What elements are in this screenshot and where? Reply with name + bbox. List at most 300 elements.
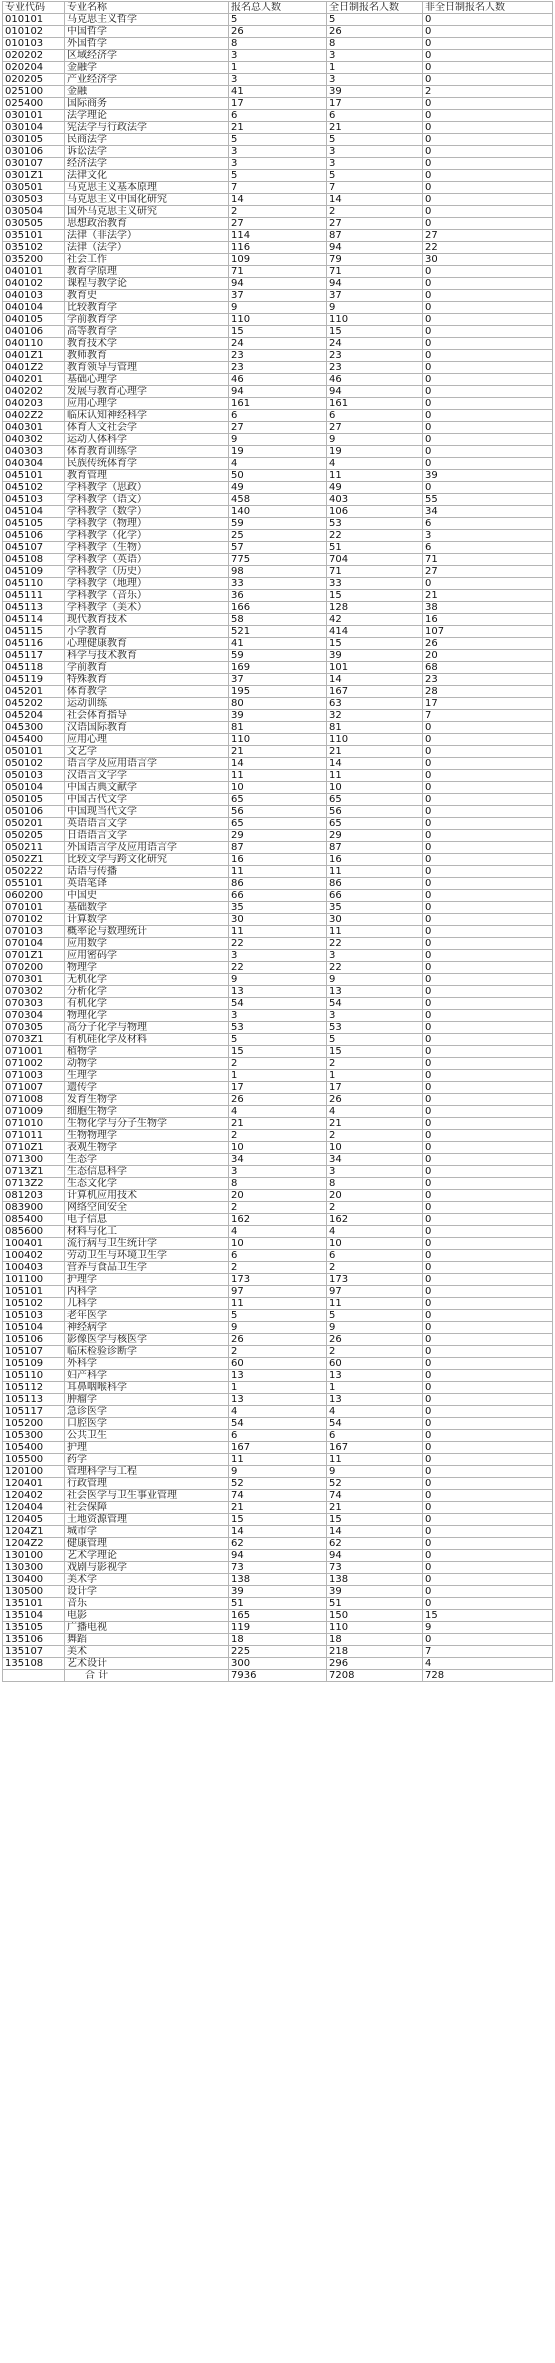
- table-row: [3, 1286, 553, 1298]
- cell-fulltime: 34: [327, 1154, 423, 1166]
- cell-parttime: 0: [423, 398, 553, 410]
- cell-name: 应用心理: [65, 734, 229, 746]
- cell-name: 学科教学（数学）: [65, 506, 229, 518]
- table-row: [3, 1226, 553, 1238]
- table-row: [3, 1178, 553, 1190]
- table-row: [3, 770, 553, 782]
- table-row: [3, 602, 553, 614]
- table-row: [3, 1526, 553, 1538]
- cell-code: 105113: [3, 1394, 65, 1406]
- cell-code: 105109: [3, 1358, 65, 1370]
- cell-total: 23: [229, 362, 327, 374]
- cell-fulltime: 414: [327, 626, 423, 638]
- table-row: [3, 1046, 553, 1058]
- cell-fulltime: 56: [327, 806, 423, 818]
- cell-total: 59: [229, 650, 327, 662]
- cell-total: 1: [229, 1382, 327, 1394]
- cell-parttime: 27: [423, 566, 553, 578]
- cell-name: 妇产科学: [65, 1370, 229, 1382]
- table-row: [3, 314, 553, 326]
- table-row: [3, 410, 553, 422]
- table-row: [3, 386, 553, 398]
- cell-fulltime: 15: [327, 590, 423, 602]
- cell-code: 070101: [3, 902, 65, 914]
- cell-code: 070102: [3, 914, 65, 926]
- cell-code: 0401Z1: [3, 350, 65, 362]
- cell-name: 现代教育技术: [65, 614, 229, 626]
- cell-parttime: 38: [423, 602, 553, 614]
- cell-fulltime: 9: [327, 974, 423, 986]
- table-row: [3, 914, 553, 926]
- cell-code: 040302: [3, 434, 65, 446]
- cell-fulltime: 29: [327, 830, 423, 842]
- cell-parttime: 30: [423, 254, 553, 266]
- cell-name: 英语笔译: [65, 878, 229, 890]
- cell-name: 影像医学与核医学: [65, 1334, 229, 1346]
- cell-code: 085400: [3, 1214, 65, 1226]
- table-row: [3, 1154, 553, 1166]
- cell-total: 54: [229, 998, 327, 1010]
- cell-name: 英语语言文学: [65, 818, 229, 830]
- cell-name: 无机化学: [65, 974, 229, 986]
- cell-name: 行政管理: [65, 1478, 229, 1490]
- cell-code: 040304: [3, 458, 65, 470]
- cell-code: 085600: [3, 1226, 65, 1238]
- cell-total: 58: [229, 614, 327, 626]
- cell-parttime: 0: [423, 938, 553, 950]
- cell-name: 区域经济学: [65, 50, 229, 62]
- cell-code: 030107: [3, 158, 65, 170]
- cell-total: 21: [229, 746, 327, 758]
- cell-parttime: 6: [423, 518, 553, 530]
- cell-fulltime: 9: [327, 434, 423, 446]
- cell-fulltime: 87: [327, 230, 423, 242]
- cell-fulltime: 30: [327, 914, 423, 926]
- cell-parttime: 17: [423, 698, 553, 710]
- cell-fulltime: 14: [327, 674, 423, 686]
- cell-fulltime: 150: [327, 1610, 423, 1622]
- cell-fulltime: 13: [327, 1370, 423, 1382]
- cell-fulltime: 54: [327, 998, 423, 1010]
- cell-name: 学科教学（英语）: [65, 554, 229, 566]
- table-row: [3, 638, 553, 650]
- total-empty: [3, 1670, 65, 1682]
- cell-total: 80: [229, 698, 327, 710]
- cell-parttime: 0: [423, 1310, 553, 1322]
- cell-fulltime: 26: [327, 1094, 423, 1106]
- cell-total: 26: [229, 1094, 327, 1106]
- cell-parttime: 0: [423, 266, 553, 278]
- cell-total: 138: [229, 1574, 327, 1586]
- cell-name: 生态信息科学: [65, 1166, 229, 1178]
- table-row: [3, 1202, 553, 1214]
- table-row: [3, 218, 553, 230]
- cell-code: 071300: [3, 1154, 65, 1166]
- table-row: [3, 158, 553, 170]
- cell-code: 120405: [3, 1514, 65, 1526]
- cell-code: 070103: [3, 926, 65, 938]
- cell-fulltime: 11: [327, 1454, 423, 1466]
- cell-code: 045202: [3, 698, 65, 710]
- cell-name: 法律文化: [65, 170, 229, 182]
- cell-total: 97: [229, 1286, 327, 1298]
- cell-total: 41: [229, 638, 327, 650]
- cell-fulltime: 94: [327, 1550, 423, 1562]
- cell-total: 37: [229, 290, 327, 302]
- cell-name: 高等教育学: [65, 326, 229, 338]
- table-row: [3, 1370, 553, 1382]
- cell-parttime: 0: [423, 1106, 553, 1118]
- cell-parttime: 0: [423, 878, 553, 890]
- cell-total: 7: [229, 182, 327, 194]
- table-row: [3, 830, 553, 842]
- cell-parttime: 0: [423, 1562, 553, 1574]
- cell-name: 民商法学: [65, 134, 229, 146]
- cell-parttime: 0: [423, 1058, 553, 1070]
- cell-parttime: 0: [423, 1142, 553, 1154]
- cell-parttime: 0: [423, 1514, 553, 1526]
- cell-name: 表观生物学: [65, 1142, 229, 1154]
- cell-code: 105112: [3, 1382, 65, 1394]
- cell-parttime: 55: [423, 494, 553, 506]
- cell-parttime: 0: [423, 962, 553, 974]
- table-row: [3, 1322, 553, 1334]
- cell-code: 070104: [3, 938, 65, 950]
- table-row: [3, 398, 553, 410]
- cell-fulltime: 5: [327, 170, 423, 182]
- cell-fulltime: 2: [327, 206, 423, 218]
- cell-fulltime: 6: [327, 1430, 423, 1442]
- cell-name: 产业经济学: [65, 74, 229, 86]
- cell-fulltime: 46: [327, 374, 423, 386]
- cell-total: 54: [229, 1418, 327, 1430]
- cell-fulltime: 39: [327, 1586, 423, 1598]
- cell-code: 100402: [3, 1250, 65, 1262]
- cell-name: 管理科学与工程: [65, 1466, 229, 1478]
- cell-code: 071009: [3, 1106, 65, 1118]
- cell-total: 775: [229, 554, 327, 566]
- cell-total: 5: [229, 170, 327, 182]
- cell-parttime: 0: [423, 122, 553, 134]
- cell-fulltime: 15: [327, 326, 423, 338]
- table-row: [3, 62, 553, 74]
- cell-parttime: 0: [423, 1010, 553, 1022]
- cell-total: 4: [229, 1106, 327, 1118]
- cell-parttime: 0: [423, 806, 553, 818]
- table-row: [3, 422, 553, 434]
- total-fulltime: 7208: [327, 1670, 423, 1682]
- cell-parttime: 0: [423, 1046, 553, 1058]
- cell-code: 045119: [3, 674, 65, 686]
- cell-name: 概率论与数理统计: [65, 926, 229, 938]
- cell-name: 金融学: [65, 62, 229, 74]
- cell-parttime: 0: [423, 1418, 553, 1430]
- table-body: [3, 14, 553, 1670]
- cell-parttime: 0: [423, 110, 553, 122]
- cell-code: 0713Z1: [3, 1166, 65, 1178]
- cell-total: 3: [229, 158, 327, 170]
- table-row: [3, 338, 553, 350]
- cell-parttime: 0: [423, 1466, 553, 1478]
- cell-code: 045107: [3, 542, 65, 554]
- cell-code: 030105: [3, 134, 65, 146]
- cell-total: 5: [229, 1310, 327, 1322]
- cell-name: 美术: [65, 1646, 229, 1658]
- cell-name: 社会体育指导: [65, 710, 229, 722]
- cell-parttime: 0: [423, 998, 553, 1010]
- cell-parttime: 0: [423, 1130, 553, 1142]
- header-parttime: 非全日制报名人数: [423, 2, 553, 14]
- cell-code: 105300: [3, 1430, 65, 1442]
- cell-code: 040303: [3, 446, 65, 458]
- cell-code: 040301: [3, 422, 65, 434]
- table-row: [3, 890, 553, 902]
- table-row: [3, 1262, 553, 1274]
- cell-code: 105102: [3, 1298, 65, 1310]
- table-row: [3, 878, 553, 890]
- cell-name: 外国语言学及应用语言学: [65, 842, 229, 854]
- table-row: [3, 686, 553, 698]
- cell-name: 有机化学: [65, 998, 229, 1010]
- cell-code: 045104: [3, 506, 65, 518]
- cell-code: 030505: [3, 218, 65, 230]
- cell-fulltime: 3: [327, 950, 423, 962]
- table-row: [3, 566, 553, 578]
- table-row: [3, 1082, 553, 1094]
- cell-name: 学科教学（历史）: [65, 566, 229, 578]
- cell-name: 学前教育学: [65, 314, 229, 326]
- header-code: 专业代码: [3, 2, 65, 14]
- cell-total: 8: [229, 1178, 327, 1190]
- table-row: [3, 1118, 553, 1130]
- cell-fulltime: 9: [327, 1466, 423, 1478]
- cell-parttime: 3: [423, 530, 553, 542]
- cell-code: 050205: [3, 830, 65, 842]
- total-parttime: 728: [423, 1670, 553, 1682]
- cell-total: 71: [229, 266, 327, 278]
- cell-total: 17: [229, 98, 327, 110]
- table-row: [3, 1106, 553, 1118]
- cell-code: 045106: [3, 530, 65, 542]
- cell-code: 040201: [3, 374, 65, 386]
- cell-fulltime: 5: [327, 134, 423, 146]
- cell-fulltime: 51: [327, 542, 423, 554]
- cell-fulltime: 11: [327, 770, 423, 782]
- cell-total: 98: [229, 566, 327, 578]
- table-row: [3, 1310, 553, 1322]
- cell-fulltime: 161: [327, 398, 423, 410]
- cell-total: 162: [229, 1214, 327, 1226]
- cell-total: 21: [229, 1502, 327, 1514]
- cell-total: 1: [229, 62, 327, 74]
- cell-parttime: 0: [423, 278, 553, 290]
- cell-code: 135105: [3, 1622, 65, 1634]
- cell-fulltime: 6: [327, 410, 423, 422]
- cell-name: 营养与食品卫生学: [65, 1262, 229, 1274]
- cell-code: 120402: [3, 1490, 65, 1502]
- cell-parttime: 0: [423, 1082, 553, 1094]
- cell-fulltime: 2: [327, 1346, 423, 1358]
- table-row: [3, 758, 553, 770]
- cell-parttime: 0: [423, 1238, 553, 1250]
- cell-name: 法律（非法学）: [65, 230, 229, 242]
- cell-parttime: 0: [423, 146, 553, 158]
- cell-total: 2: [229, 1130, 327, 1142]
- cell-code: 050222: [3, 866, 65, 878]
- cell-total: 300: [229, 1658, 327, 1670]
- table-row: [3, 1622, 553, 1634]
- table-row: [3, 998, 553, 1010]
- cell-total: 27: [229, 218, 327, 230]
- cell-code: 030501: [3, 182, 65, 194]
- cell-total: 521: [229, 626, 327, 638]
- table-row: [3, 1586, 553, 1598]
- cell-total: 22: [229, 962, 327, 974]
- table-row: [3, 1382, 553, 1394]
- cell-total: 21: [229, 122, 327, 134]
- cell-code: 040101: [3, 266, 65, 278]
- table-row: [3, 230, 553, 242]
- cell-name: 神经病学: [65, 1322, 229, 1334]
- cell-fulltime: 37: [327, 290, 423, 302]
- cell-parttime: 0: [423, 1334, 553, 1346]
- cell-parttime: 7: [423, 1646, 553, 1658]
- cell-name: 比较文学与跨文化研究: [65, 854, 229, 866]
- cell-name: 学前教育: [65, 662, 229, 674]
- cell-code: 040102: [3, 278, 65, 290]
- header-fulltime: 全日制报名人数: [327, 2, 423, 14]
- cell-total: 2: [229, 1202, 327, 1214]
- cell-parttime: 27: [423, 230, 553, 242]
- cell-total: 6: [229, 1430, 327, 1442]
- cell-name: 计算数学: [65, 914, 229, 926]
- table-row: [3, 470, 553, 482]
- cell-name: 汉语言文字学: [65, 770, 229, 782]
- cell-name: 临床检验诊断学: [65, 1346, 229, 1358]
- cell-code: 045109: [3, 566, 65, 578]
- cell-fulltime: 110: [327, 1622, 423, 1634]
- cell-code: 030504: [3, 206, 65, 218]
- cell-total: 66: [229, 890, 327, 902]
- cell-name: 中国古代文学: [65, 794, 229, 806]
- cell-fulltime: 1: [327, 1382, 423, 1394]
- cell-fulltime: 17: [327, 1082, 423, 1094]
- cell-fulltime: 167: [327, 1442, 423, 1454]
- cell-total: 10: [229, 1142, 327, 1154]
- cell-total: 36: [229, 590, 327, 602]
- cell-total: 10: [229, 1238, 327, 1250]
- cell-name: 学科教学（语文）: [65, 494, 229, 506]
- cell-code: 071007: [3, 1082, 65, 1094]
- cell-total: 26: [229, 26, 327, 38]
- cell-fulltime: 110: [327, 314, 423, 326]
- table-row: [3, 26, 553, 38]
- cell-total: 8: [229, 38, 327, 50]
- cell-code: 025100: [3, 86, 65, 98]
- cell-total: 57: [229, 542, 327, 554]
- cell-code: 070304: [3, 1010, 65, 1022]
- cell-fulltime: 13: [327, 1394, 423, 1406]
- cell-total: 9: [229, 302, 327, 314]
- cell-code: 060200: [3, 890, 65, 902]
- cell-fulltime: 10: [327, 1238, 423, 1250]
- table-row: [3, 962, 553, 974]
- cell-name: 老年医学: [65, 1310, 229, 1322]
- cell-fulltime: 9: [327, 1322, 423, 1334]
- cell-fulltime: 22: [327, 938, 423, 950]
- table-row: [3, 938, 553, 950]
- table-row: [3, 806, 553, 818]
- cell-code: 070302: [3, 986, 65, 998]
- cell-code: 105107: [3, 1346, 65, 1358]
- cell-name: 计算机应用技术: [65, 1190, 229, 1202]
- cell-parttime: 0: [423, 74, 553, 86]
- cell-code: 100403: [3, 1262, 65, 1274]
- cell-total: 16: [229, 854, 327, 866]
- cell-code: 040103: [3, 290, 65, 302]
- cell-fulltime: 4: [327, 1226, 423, 1238]
- cell-name: 有机硅化学及材料: [65, 1034, 229, 1046]
- cell-parttime: 0: [423, 482, 553, 494]
- cell-fulltime: 20: [327, 1190, 423, 1202]
- cell-code: 0710Z1: [3, 1142, 65, 1154]
- cell-code: 130400: [3, 1574, 65, 1586]
- table-row: [3, 14, 553, 26]
- cell-total: 3: [229, 146, 327, 158]
- cell-code: 035101: [3, 230, 65, 242]
- cell-fulltime: 2: [327, 1202, 423, 1214]
- cell-name: 劳动卫生与环境卫生学: [65, 1250, 229, 1262]
- cell-name: 高分子化学与物理: [65, 1022, 229, 1034]
- cell-total: 87: [229, 842, 327, 854]
- cell-code: 0502Z1: [3, 854, 65, 866]
- cell-fulltime: 3: [327, 74, 423, 86]
- table-row: [3, 794, 553, 806]
- cell-parttime: 0: [423, 1286, 553, 1298]
- cell-parttime: 0: [423, 362, 553, 374]
- cell-parttime: 22: [423, 242, 553, 254]
- cell-name: 发育生物学: [65, 1094, 229, 1106]
- cell-fulltime: 5: [327, 1310, 423, 1322]
- cell-code: 0401Z2: [3, 362, 65, 374]
- cell-name: 应用心理学: [65, 398, 229, 410]
- cell-total: 2: [229, 1262, 327, 1274]
- cell-code: 010101: [3, 14, 65, 26]
- cell-fulltime: 403: [327, 494, 423, 506]
- cell-name: 汉语国际教育: [65, 722, 229, 734]
- cell-parttime: 0: [423, 1202, 553, 1214]
- cell-parttime: 0: [423, 1250, 553, 1262]
- cell-parttime: 0: [423, 194, 553, 206]
- cell-parttime: 0: [423, 326, 553, 338]
- table-row: [3, 86, 553, 98]
- cell-code: 035102: [3, 242, 65, 254]
- cell-code: 135101: [3, 1598, 65, 1610]
- table-row: [3, 854, 553, 866]
- cell-name: 生态学: [65, 1154, 229, 1166]
- cell-total: 19: [229, 446, 327, 458]
- cell-name: 中国古典文献学: [65, 782, 229, 794]
- cell-name: 生物物理学: [65, 1130, 229, 1142]
- cell-code: 071003: [3, 1070, 65, 1082]
- cell-total: 27: [229, 422, 327, 434]
- cell-parttime: 0: [423, 1442, 553, 1454]
- cell-parttime: 28: [423, 686, 553, 698]
- table-row: [3, 1550, 553, 1562]
- cell-code: 045204: [3, 710, 65, 722]
- cell-fulltime: 17: [327, 98, 423, 110]
- cell-fulltime: 26: [327, 1334, 423, 1346]
